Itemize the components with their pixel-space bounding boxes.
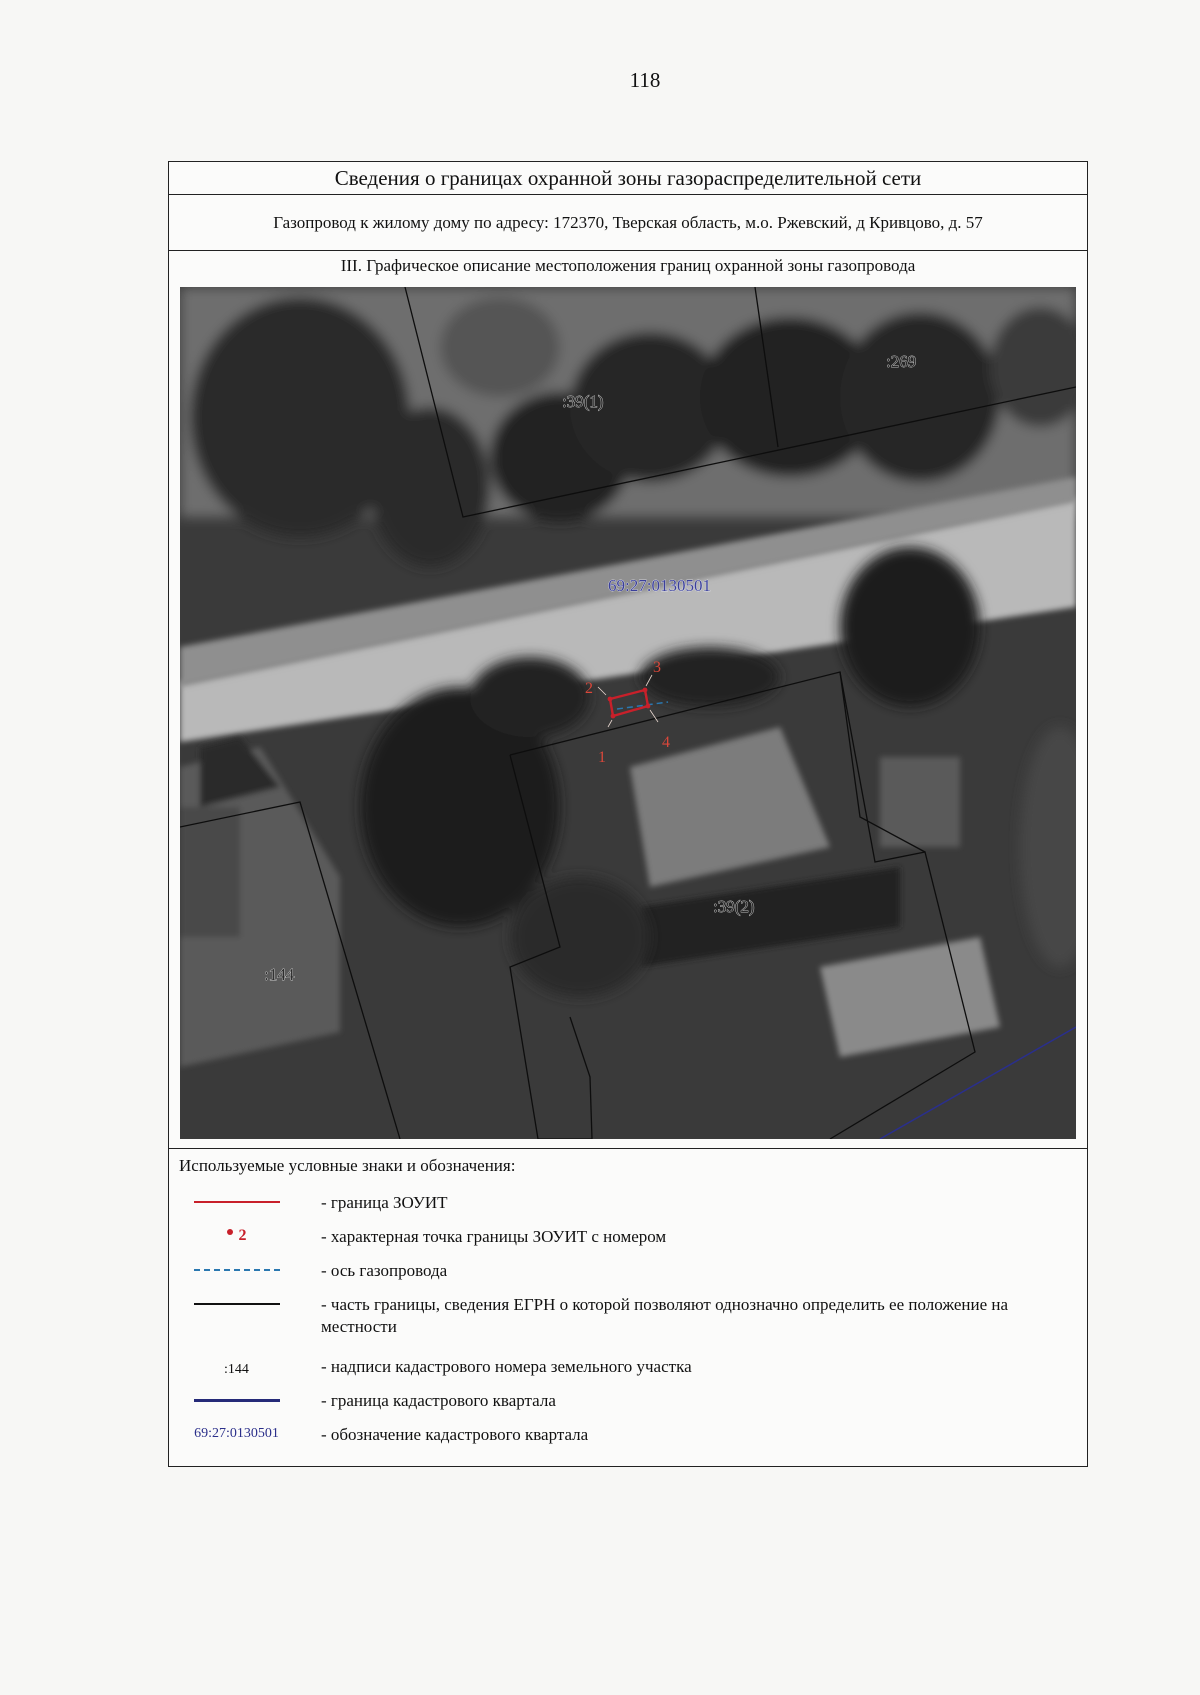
section-title: III. Графическое описание местоположения границ охранной зоны газопровода <box>340 256 916 275</box>
parcel-label-269: :269 <box>886 352 917 371</box>
zouit-point-3 <box>643 688 648 693</box>
parcel-label-39-1: :39(1) <box>562 392 604 411</box>
parcel-label-symbol: :144 <box>224 1362 249 1377</box>
red-line-symbol <box>189 1192 284 1212</box>
point-label-4: 4 <box>662 734 670 751</box>
legend-text: - ось газопровода <box>321 1261 448 1280</box>
legend-text: - часть границы, сведения ЕГРН о которой позволяют однозначно определить ее положение на местности <box>321 1295 1009 1336</box>
dark-blue-line-symbol <box>189 1390 284 1410</box>
legend-text: - надписи кадастрового номера земельного участка <box>321 1357 692 1376</box>
object-address: Газопровод к жилому дому по адресу: 172370, Тверская область, м.о. Ржевский, д Кривцово, д. 57 <box>169 195 1087 251</box>
document-title: Сведения о границах охранной зоны газораспределительной сети <box>169 162 1087 195</box>
parcel-label-144: :144 <box>264 965 295 984</box>
zouit-point-4 <box>646 704 651 709</box>
legend-text: - граница ЗОУИТ <box>321 1193 448 1212</box>
legend-title: Используемые условные знаки и обозначения: <box>179 1156 516 1175</box>
legend-text: - характерная точка границы ЗОУИТ с номером <box>321 1227 667 1246</box>
zouit-point-1 <box>611 714 616 719</box>
page-number: 118 <box>629 68 661 92</box>
point-symbol-number: 2 <box>238 1227 247 1244</box>
document-frame <box>168 161 1088 1467</box>
parcel-label-39-2: :39(2) <box>713 897 755 916</box>
red-point-symbol <box>189 1226 284 1246</box>
map-canvas <box>180 287 1076 1139</box>
point-label-2: 2 <box>585 680 593 697</box>
blue-dashed-line-symbol <box>189 1260 284 1280</box>
legend-separator <box>169 1148 1087 1149</box>
legend-text: - граница кадастрового квартала <box>321 1391 556 1410</box>
black-line-symbol <box>189 1294 284 1314</box>
quarter-label-symbol: 69:27:0130501 <box>194 1426 279 1441</box>
legend-text: - обозначение кадастрового квартала <box>321 1425 589 1444</box>
aerial-map[interactable] <box>180 287 1076 1139</box>
quarter-label: 69:27:0130501 <box>608 576 711 595</box>
point-label-1: 1 <box>598 749 606 766</box>
zouit-point-2 <box>608 697 613 702</box>
point-label-3: 3 <box>653 659 661 676</box>
